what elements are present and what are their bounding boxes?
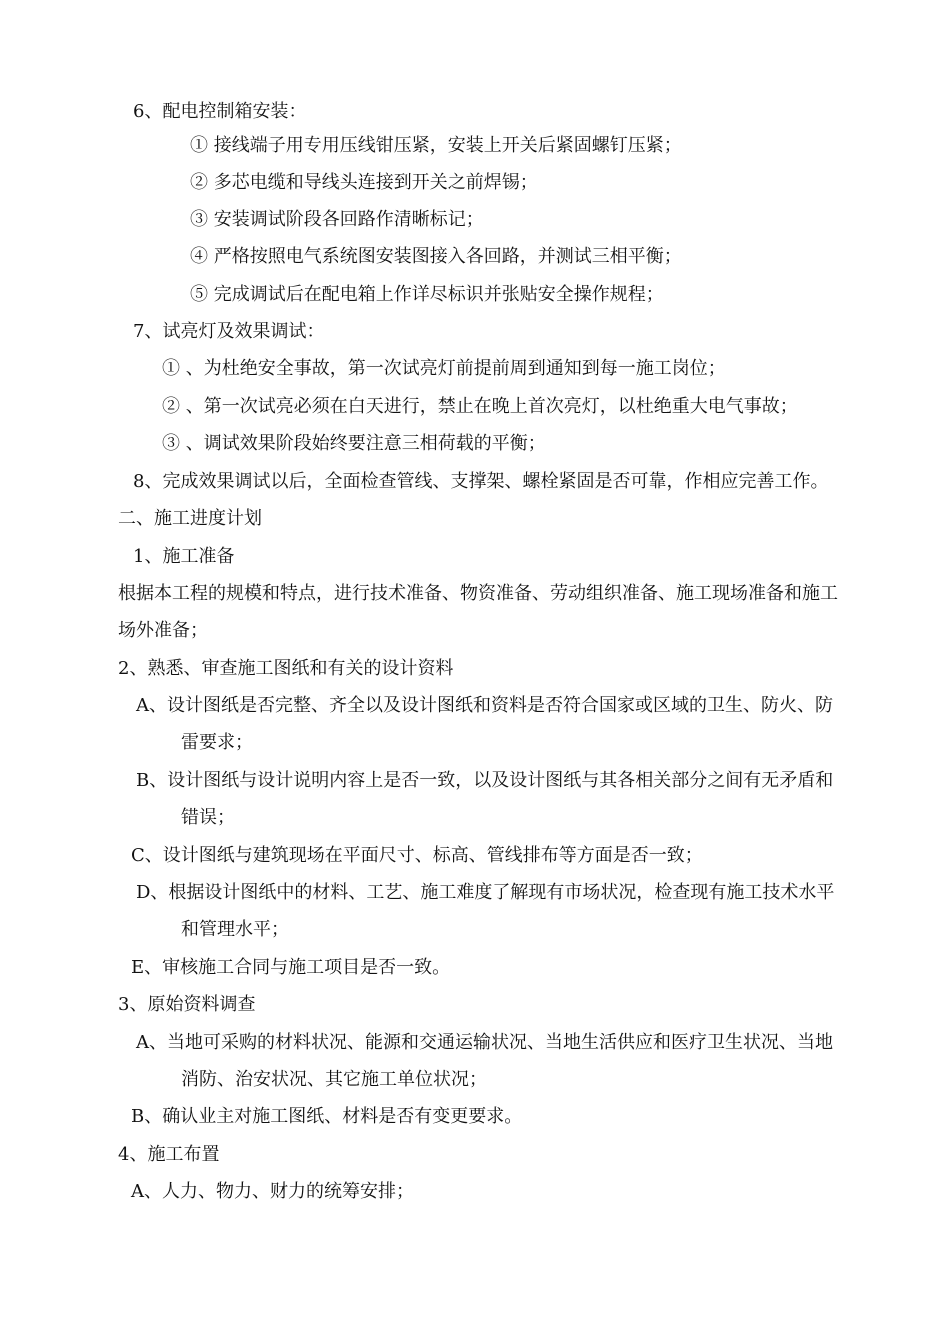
s1-paragraph-line-1: 根据本工程的规模和特点，进行技术准备、物资准备、劳动组织准备、施工现场准备和施工 (118, 583, 838, 604)
section-6-item-2: ② 多芯电缆和导线头连接到开关之前焊锡； (190, 172, 538, 193)
section-7-item-2: ② 、第一次试亮必须在白天进行，禁止在晚上首次亮灯，以杜绝重大电气事故； (162, 396, 798, 417)
section-7-item-1: ① 、为杜绝安全事故，第一次试亮灯前提前周到通知到每一施工岗位； (162, 358, 726, 379)
section-6-item-3: ③ 安装调试阶段各回路作清晰标记； (190, 209, 484, 230)
section-7-item-3: ③ 、调试效果阶段始终要注意三相荷载的平衡； (162, 433, 546, 454)
s3-item-a-line-1: A、当地可采购的材料状况、能源和交通运输状况、当地生活供应和医疗卫生状况、当地 (136, 1032, 833, 1053)
s4-heading: 4、施工布置 (118, 1144, 220, 1165)
section-6-item-1: ① 接线端子用专用压线钳压紧，安装上开关后紧固螺钉压紧； (190, 135, 682, 156)
s2-item-e: E、审核施工合同与施工项目是否一致。 (131, 957, 451, 978)
s2-item-a-line-1: A、设计图纸是否完整、齐全以及设计图纸和资料是否符合国家或区域的卫生、防火、防 (136, 695, 833, 716)
s2-item-b-line-1: B、设计图纸与设计说明内容上是否一致，以及设计图纸与其各相关部分之间有无矛盾和 (136, 770, 834, 791)
s3-item-b: B、确认业主对施工图纸、材料是否有变更要求。 (131, 1106, 523, 1127)
s2-item-d-line-1: D、根据设计图纸中的材料、工艺、施工难度了解现有市场状况，检查现有施工技术水平 (136, 882, 835, 903)
s2-item-c: C、设计图纸与建筑现场在平面尺寸、标高、管线排布等方面是否一致； (131, 845, 703, 866)
section-6-heading: 6、配电控制箱安装： (133, 101, 307, 122)
s4-item-a: A、人力、物力、财力的统筹安排； (131, 1181, 414, 1202)
section-6-item-5: ⑤ 完成调试后在配电箱上作详尽标识并张贴安全操作规程； (190, 284, 664, 305)
part-2-heading: 二、施工进度计划 (118, 508, 262, 529)
s1-heading: 1、施工准备 (133, 546, 235, 567)
s2-item-b-line-2: 错误； (181, 807, 235, 828)
section-6-item-4: ④ 严格按照电气系统图安装图接入各回路，并测试三相平衡； (190, 246, 682, 267)
s2-item-d-line-2: 和管理水平； (181, 919, 289, 940)
section-7-heading: 7、试亮灯及效果调试： (133, 321, 325, 342)
section-8-text: 8、完成效果调试以后，全面检查管线、支撑架、螺栓紧固是否可靠，作相应完善工作。 (133, 471, 829, 492)
s3-heading: 3、原始资料调查 (118, 994, 256, 1015)
s2-heading: 2、熟悉、审查施工图纸和有关的设计资料 (118, 658, 454, 679)
s2-item-a-line-2: 雷要求； (181, 732, 253, 753)
s1-paragraph-line-2: 场外准备； (118, 620, 208, 641)
s3-item-a-line-2: 消防、治安状况、其它施工单位状况； (181, 1069, 487, 1090)
